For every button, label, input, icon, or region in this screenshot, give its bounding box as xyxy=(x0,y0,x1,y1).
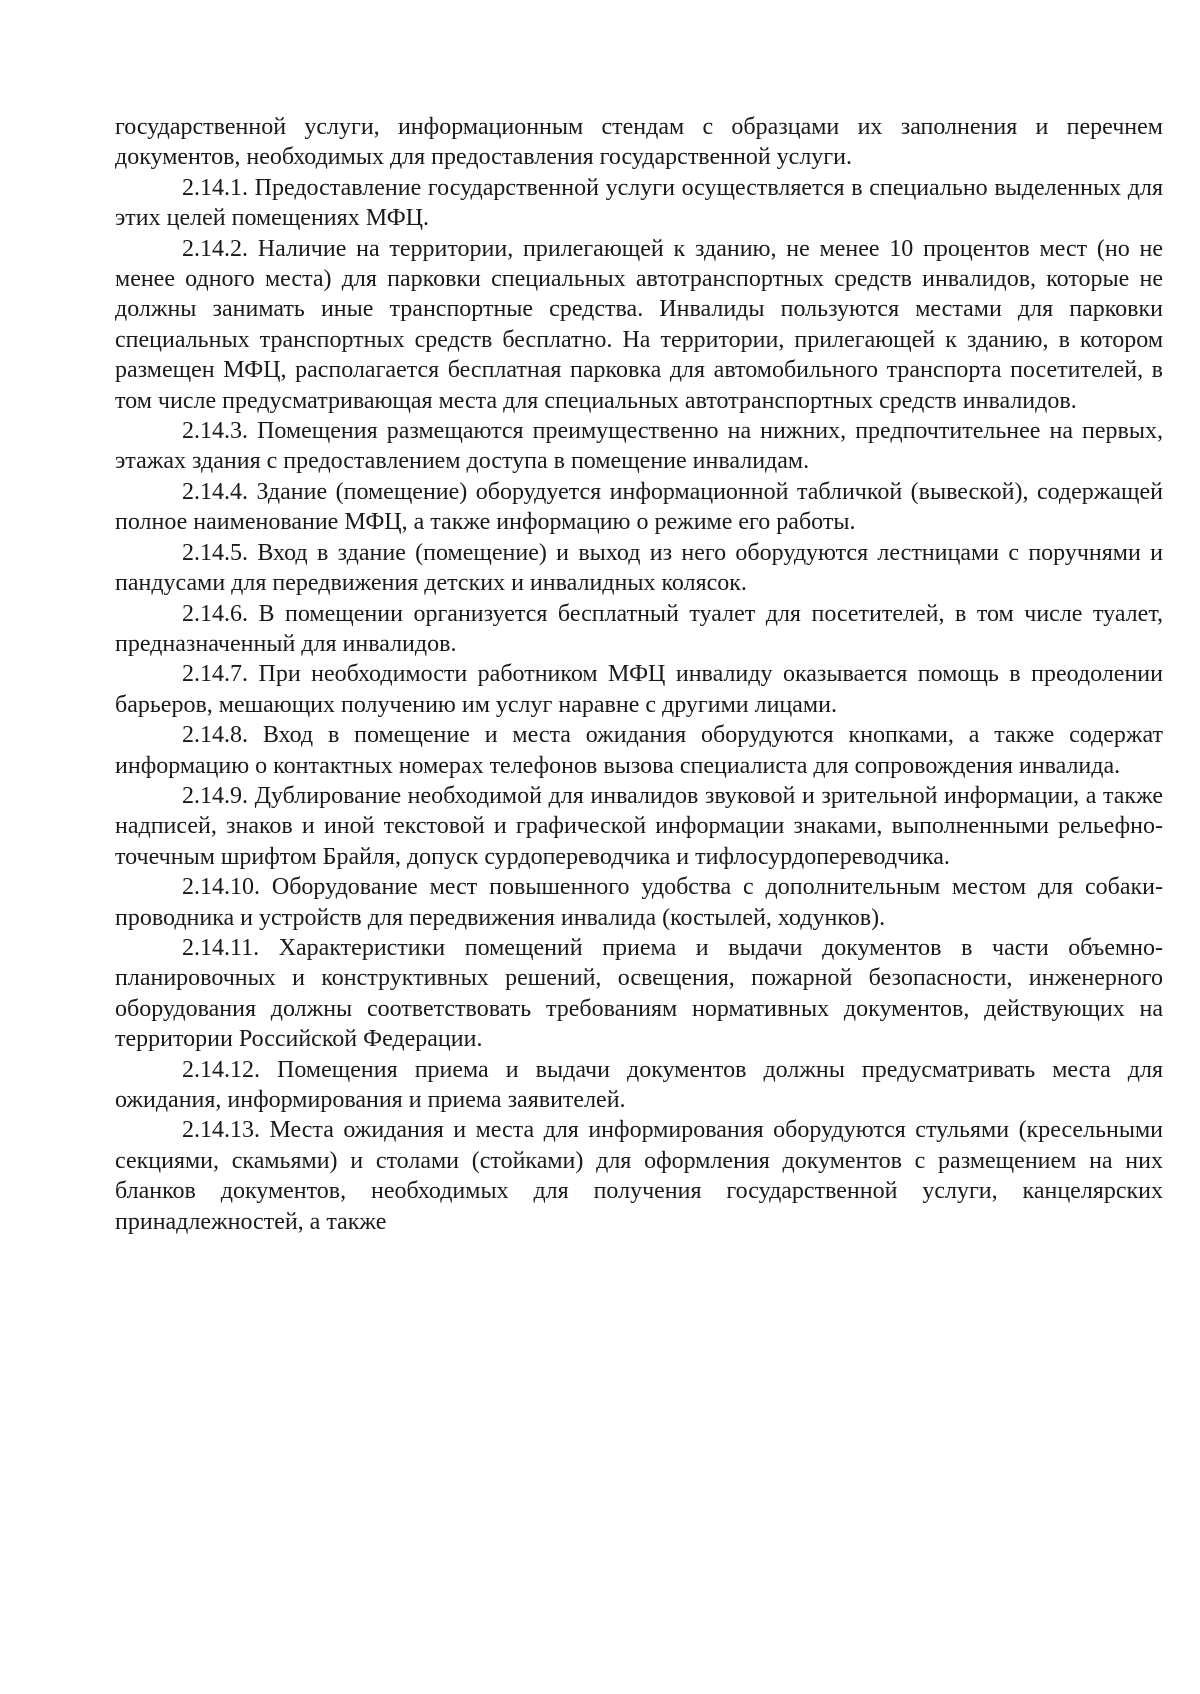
paragraph-2-14-5: 2.14.5. Вход в здание (помещение) и выход из него оборудуются лестницами с поручнями и пандусами для передвижения детских и инвалидных колясок. xyxy=(115,539,1163,597)
paragraph-2-14-9: 2.14.9. Дублирование необходимой для инвалидов звуковой и зрительной информации, а также надписей, знаков и иной текстовой и графической информации знаками, выполненными рельефно-точечным шрифтом Брайля, допуск сурдопереводчика и тифлосурдопереводчика. xyxy=(115,782,1163,870)
paragraph-2-14-11: 2.14.11. Характеристики помещений приема и выдачи документов в части объемно-планировочных и конструктивных решений, освещения, пожарной безопасности, инженерного оборудования должны соответствовать требованиям нормативных документов, действующих на территории Российской Федерации. xyxy=(115,934,1163,1053)
paragraph-2-14-1: 2.14.1. Предоставление государственной услуги осуществляется в специально выделенных для этих целей помещениях МФЦ. xyxy=(115,174,1163,232)
paragraph-2-14-10: 2.14.10. Оборудование мест повышенного удобства с дополнительным местом для собаки-проводника и устройств для передвижения инвалида (костылей, ходунков). xyxy=(115,874,1163,931)
paragraph-continuation: государственной услуги, информационным стендам с образцами их заполнения и перечнем документов, необходимых для предоставления государственной услуги. xyxy=(115,114,1163,171)
paragraph-2-14-3: 2.14.3. Помещения размещаются преимущественно на нижних, предпочтительнее на первых, этажах здания с предоставлением доступа в помещение инвалидам. xyxy=(115,418,1163,475)
paragraph-2-14-8: 2.14.8. Вход в помещение и места ожидания оборудуются кнопками, а также содержат информацию о контактных номерах телефонов вызова специалиста для сопровождения инвалида. xyxy=(115,722,1163,779)
paragraph-2-14-2: 2.14.2. Наличие на территории, прилегающей к зданию, не менее 10 процентов мест (но не менее одного места) для парковки специальных автотранспортных средств инвалидов, которые не должны занимать иные транспортные средства. Инвалиды пользуются местами для парковки специальных транспортных средств бесплатно. На территории, прилегающей к зданию, в котором размещен МФЦ, располагается бесплатная парковка для автомобильного транспорта посетителей, в том числе предусматривающая места для специальных автотранспортных средств инвалидов. xyxy=(115,235,1163,414)
paragraph-2-14-7: 2.14.7. При необходимости работником МФЦ инвалиду оказывается помощь в преодолении барьеров, мешающих получению им услуг наравне с другими лицами. xyxy=(115,661,1163,718)
paragraph-2-14-13: 2.14.13. Места ожидания и места для информирования оборудуются стульями (кресельными секциями, скамьями) и столами (стойками) для оформления документов с размещением на них бланков документов, необходимых для получения государственной услуги, канцелярских принадлежностей, а также xyxy=(115,1117,1163,1235)
paragraph-2-14-12: 2.14.12. Помещения приема и выдачи документов должны предусматривать места для ожидания, информирования и приема заявителей. xyxy=(115,1056,1163,1113)
document-body xyxy=(115,112,1163,1237)
paragraph-2-14-6: 2.14.6. В помещении организуется бесплатный туалет для посетителей, в том числе туалет, предназначенный для инвалидов. xyxy=(115,600,1163,657)
paragraph-2-14-4: 2.14.4. Здание (помещение) оборудуется информационной табличкой (вывеской), содержащей полное наименование МФЦ, а также информацию о режиме его работы. xyxy=(115,478,1163,536)
